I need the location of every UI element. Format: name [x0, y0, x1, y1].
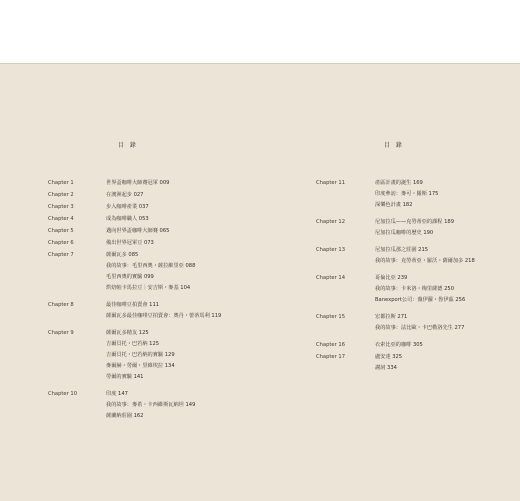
toc-entry: 吉爾貝托・巴若納 125	[106, 341, 160, 347]
chapter-entries	[106, 252, 195, 296]
chapter-entries	[106, 180, 169, 191]
chapter-label: Chapter 8	[48, 302, 74, 308]
chapter-label: Chapter 15	[316, 314, 345, 320]
chapter-entries	[375, 180, 438, 213]
chapter-label: Chapter 10	[48, 391, 77, 397]
toc-entry: 衣索比亞的咖啡 305	[375, 342, 423, 348]
chapter-entries	[106, 391, 195, 424]
chapter-label: Chapter 11	[316, 180, 345, 186]
chapter-label: Chapter 4	[48, 216, 74, 222]
toc-entry: 毛里西奧的實驗 099	[106, 274, 154, 280]
toc-entry: 薩爾瓦多精友 125	[106, 330, 149, 336]
toc-heading-right: 目 錄	[384, 142, 404, 149]
chapter-label: Chapter 5	[48, 228, 74, 234]
toc-entry: 步入咖啡產業 037	[106, 204, 149, 210]
toc-entry: 我的故事：卡米洛・梅里薩德 250	[375, 286, 454, 292]
toc-entry: 薩爾瓦多最佳咖啡豆拍賣會：奧丹・蕾蒂馬利 119	[106, 313, 222, 319]
toc-entry: 我的故事：法比歐・卡巴勒洛先生 277	[375, 325, 465, 331]
toc-entry: 我的故事：克勞蒂亞・羅沃・薩爾加多 218	[375, 258, 475, 264]
chapter-label: Chapter 7	[48, 252, 74, 258]
toc-entry: 成為咖啡職人 053	[106, 216, 149, 222]
toc-entry: 勞爾的實驗 141	[106, 374, 144, 380]
toc-entry: 最佳咖啡豆拍賣會 111	[106, 302, 160, 308]
toc-entry: 印度參訪：麥可・羅斯 175	[375, 191, 439, 197]
toc-entry: 尼加拉瓜咖啡的歷史 190	[375, 230, 434, 236]
chapter-label: Chapter 17	[316, 354, 345, 360]
chapter-label: Chapter 14	[316, 275, 345, 281]
toc-entry: 在澳洲起步 027	[106, 192, 144, 198]
toc-entry: 謝詞 334	[375, 365, 397, 371]
chapter-entries	[375, 219, 454, 241]
toc-entry: 備出世界冠軍豆 073	[106, 240, 154, 246]
toc-entry: 薩爾瓦多 085	[106, 252, 139, 258]
toc-entry: 世界盃咖啡大師賽冠軍 009	[106, 180, 170, 186]
chapter-label: Chapter 3	[48, 204, 74, 210]
toc-entry: 烘焙帕卡馬拉豆｜安吉斯・麥基 104	[106, 285, 191, 291]
chapter-entries	[106, 302, 221, 324]
toc-entry: 印度 147	[106, 391, 128, 397]
toc-entry: 產區計畫的誕生 169	[375, 180, 423, 186]
chapter-label: Chapter 16	[316, 342, 345, 348]
toc-entry: 宏都拉斯 271	[375, 314, 408, 320]
chapter-entries	[375, 247, 475, 269]
chapter-label: Chapter 2	[48, 192, 74, 198]
chapter-entries	[375, 354, 402, 376]
toc-entry: 尼加拉瓜——克勞蒂亞的課程 189	[375, 219, 454, 225]
toc-entry: 我的故事：麥希・卡西維斯瓦納坦 149	[106, 402, 196, 408]
chapter-entries	[375, 342, 423, 353]
toc-entry: 深樂色計畫 182	[375, 202, 413, 208]
book-spread	[0, 63, 520, 501]
right-page	[260, 64, 520, 501]
chapter-label: Chapter 9	[48, 330, 74, 336]
chapter-entries	[106, 240, 154, 251]
toc-entry: 盧安達 325	[375, 354, 403, 360]
chapter-entries	[106, 192, 144, 203]
chapter-entries	[375, 314, 464, 336]
chapter-entries	[106, 216, 149, 227]
chapter-label: Chapter 13	[316, 247, 345, 253]
toc-entry: 薩蘭納莊園 162	[106, 413, 144, 419]
toc-entry: 我的故事：毛里西奧・薩拉維里亞 088	[106, 263, 196, 269]
chapter-entries	[106, 330, 175, 385]
left-page	[0, 64, 260, 501]
chapter-label: Chapter 6	[48, 240, 74, 246]
toc-entry: Banexport公司：薇伊蘿・魯伊茲 256	[375, 297, 466, 303]
toc-entry: 吉爾貝托・巴若納的實驗 129	[106, 352, 175, 358]
chapter-entries	[106, 228, 169, 239]
chapter-label: Chapter 12	[316, 219, 345, 225]
chapter-entries	[106, 204, 149, 215]
chapter-label: Chapter 1	[48, 180, 74, 186]
toc-entry: 邁向世界盃咖啡大師賽 065	[106, 228, 170, 234]
chapter-entries	[375, 275, 465, 308]
toc-heading-left: 目 錄	[118, 142, 138, 149]
toc-entry: 麥爾赫・勞爾・里維埃拉 134	[106, 363, 175, 369]
toc-entry: 哥倫比亞 239	[375, 275, 408, 281]
toc-entry: 尼加拉瓜那之莊園 215	[375, 247, 429, 253]
